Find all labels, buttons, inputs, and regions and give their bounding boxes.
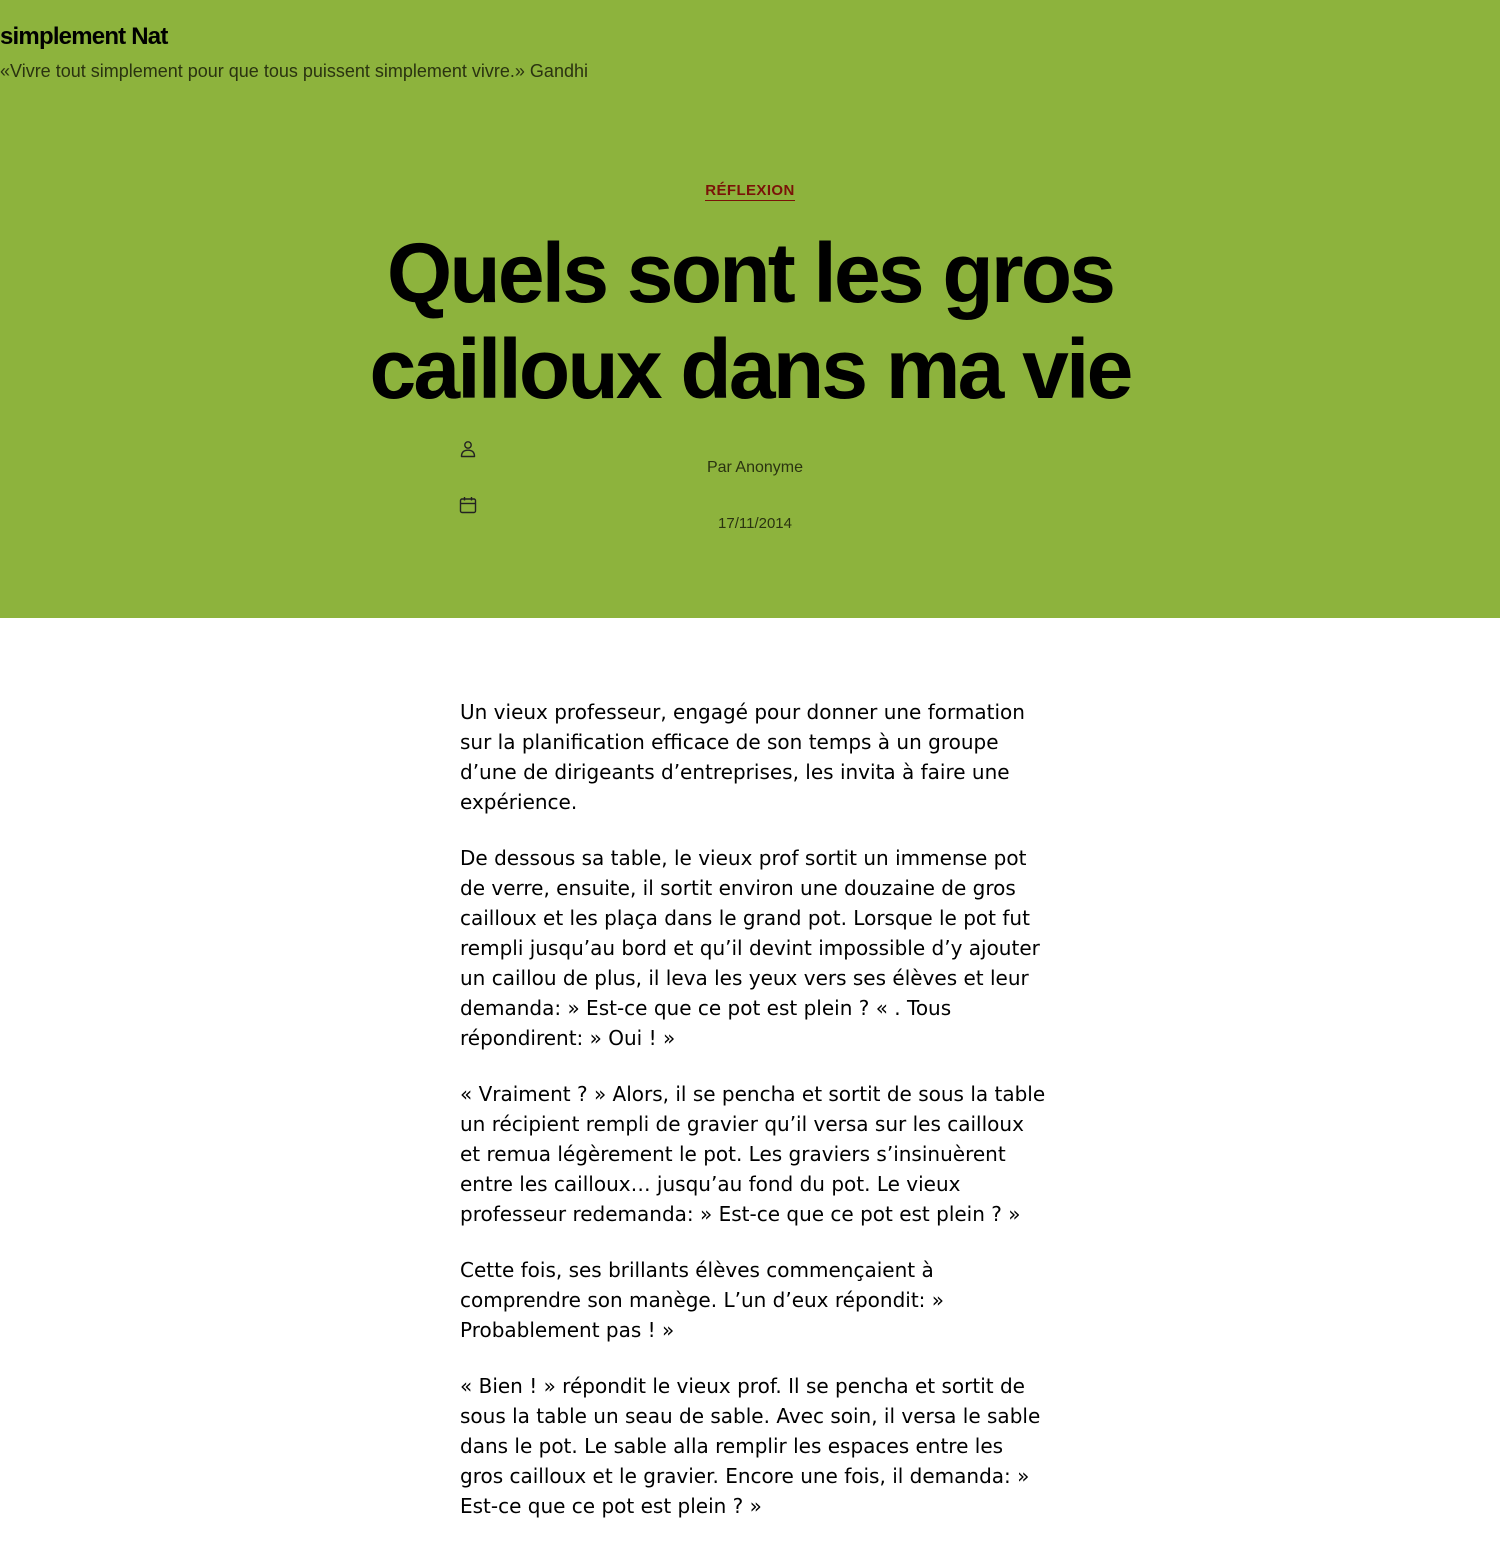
content-paragraph: Un vieux professeur, engagé pour donner une formation sur la planification efficace de son temps à un groupe d’une de dirigeants d’entreprises, les invita à faire une expérience. bbox=[460, 700, 1025, 814]
category-links bbox=[0, 182, 1500, 200]
post-title: Quels sont les gros cailloux dans ma vie bbox=[369, 226, 1131, 416]
entry-header bbox=[0, 0, 1500, 618]
entry-content bbox=[460, 697, 1050, 1547]
post-author[interactable]: Par Anonyme bbox=[706, 459, 804, 476]
site-tagline: «Vivre tout simplement pour que tous puissent simplement vivre.» Gandhi bbox=[0, 61, 588, 81]
content-paragraph: De dessous sa table, le vieux prof sortit un immense pot de verre, ensuite, il sortit environ une douzaine de gros cailloux et les plaça dans le grand pot. Lorsque le pot fut rempli jusqu’au bord et qu’il devint impossible d’y ajouter un caillou de plus, il leva les yeux vers ses élèves et leur demanda: » Est-ce que ce pot est plein ? « . Tous répondirent: » Oui ! » bbox=[460, 846, 1040, 1050]
content-paragraph: Cette fois, ses brillants élèves commençaient à comprendre son manège. L’un d’eux répondit: » Probablement pas ! » bbox=[460, 1258, 944, 1342]
site-title[interactable]: simplement Nat bbox=[0, 23, 168, 50]
calendar-icon bbox=[458, 495, 478, 515]
category-link-reflexion[interactable]: RÉFLEXION bbox=[705, 182, 795, 199]
user-icon bbox=[458, 439, 478, 459]
content-paragraph: « Vraiment ? » Alors, il se pencha et sortit de sous la table un récipient rempli de gravier qu’il versa sur les cailloux et remua légèrement le pot. Les graviers s’insinuèrent entre les cailloux… jusqu’au fond du pot. Le vieux professeur redemanda: » Est-ce que ce pot est plein ? » bbox=[460, 1082, 1046, 1226]
content-paragraph: « Bien ! » répondit le vieux prof. Il se pencha et sortit de sous la table un seau de sable. Avec soin, il versa le sable dans le pot. Le sable alla remplir les espaces entre les gros cailloux et le gravier. Encore une fois, il demanda: » Est-ce que ce pot est plein ? » bbox=[460, 1374, 1041, 1518]
post-date[interactable]: 17/11/2014 bbox=[718, 515, 792, 532]
